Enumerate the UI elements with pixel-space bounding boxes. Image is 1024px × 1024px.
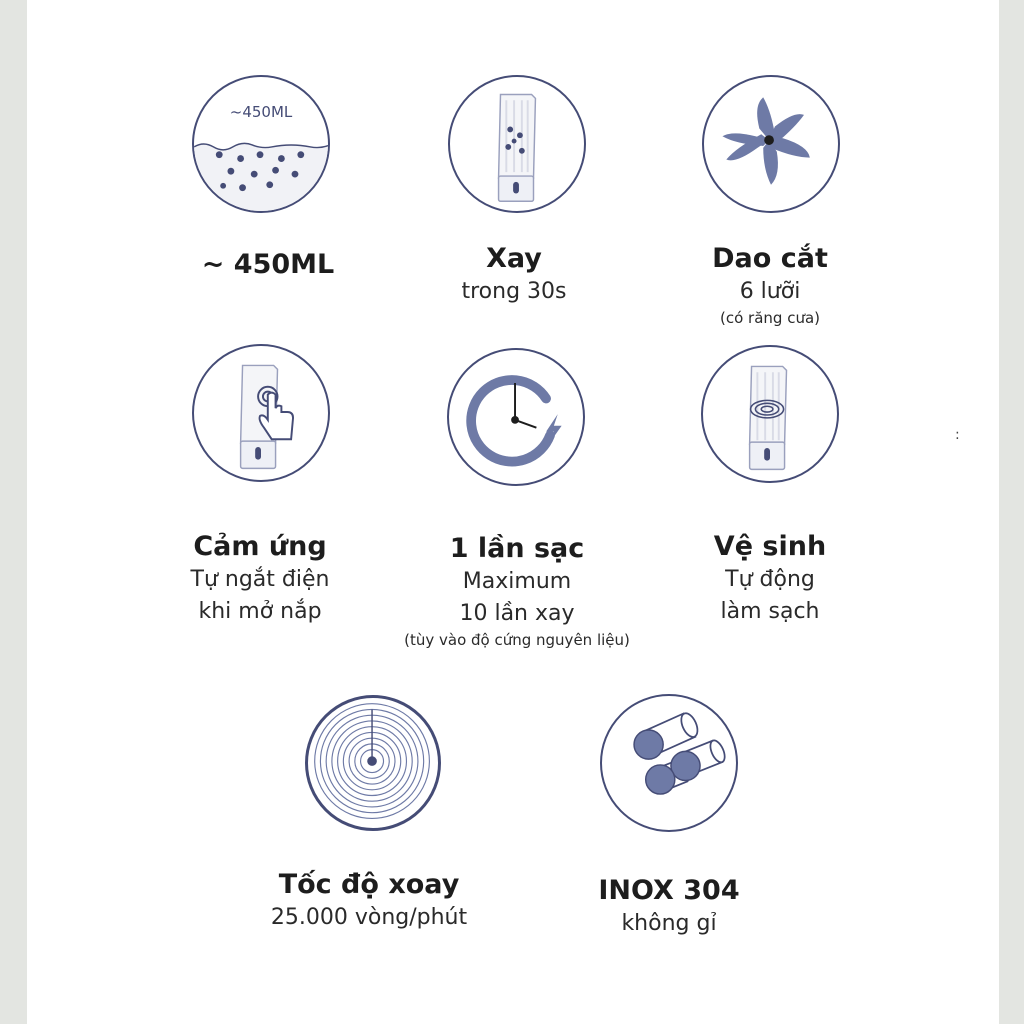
blade-icon xyxy=(702,75,840,213)
speed-rings-icon xyxy=(305,695,441,831)
feature-line: trong 30s xyxy=(461,279,567,304)
feature-title: 1 lần sạc xyxy=(449,533,585,564)
feature-line: 25.000 vòng/phút xyxy=(270,905,468,930)
feature-blend-time xyxy=(384,242,644,308)
feature-clean xyxy=(640,530,900,628)
feature-speed xyxy=(239,868,499,934)
water-level-label: ~450ML xyxy=(229,103,293,121)
feature-note: (tùy vào độ cứng nguyên liệu) xyxy=(404,631,630,649)
clock-charge-icon xyxy=(447,348,585,486)
feature-charge xyxy=(387,532,647,650)
touch-blender-icon xyxy=(192,344,330,482)
water-level-icon xyxy=(192,75,330,213)
stray-mark: : xyxy=(955,427,960,443)
feature-title: INOX 304 xyxy=(598,875,740,906)
feature-material xyxy=(539,874,799,940)
feature-capacity xyxy=(138,248,398,282)
feature-title: Tốc độ xoay xyxy=(278,869,460,900)
feature-title: Cảm ứng xyxy=(193,531,327,562)
feature-line: Maximum xyxy=(462,569,572,594)
blender-bubbles-icon xyxy=(448,75,586,213)
steel-rods-icon xyxy=(600,694,738,832)
feature-title: Vệ sinh xyxy=(713,531,827,562)
feature-line: 6 lưỡi xyxy=(739,279,801,304)
self-clean-blender-icon xyxy=(701,345,839,483)
feature-line: Tự ngắt điện xyxy=(190,567,330,592)
feature-blades xyxy=(640,242,900,328)
feature-title: Xay xyxy=(486,243,542,274)
feature-line: khi mở nắp xyxy=(198,599,322,624)
feature-line: không gỉ xyxy=(621,911,717,936)
feature-line: Tự động xyxy=(725,567,815,592)
feature-title: ~ 450ML xyxy=(201,249,335,280)
feature-touch xyxy=(130,530,390,628)
feature-title: Dao cắt xyxy=(712,243,828,274)
feature-note: (có răng cưa) xyxy=(720,309,820,327)
feature-line: làm sạch xyxy=(720,599,820,624)
feature-line: 10 lần xay xyxy=(459,601,575,626)
